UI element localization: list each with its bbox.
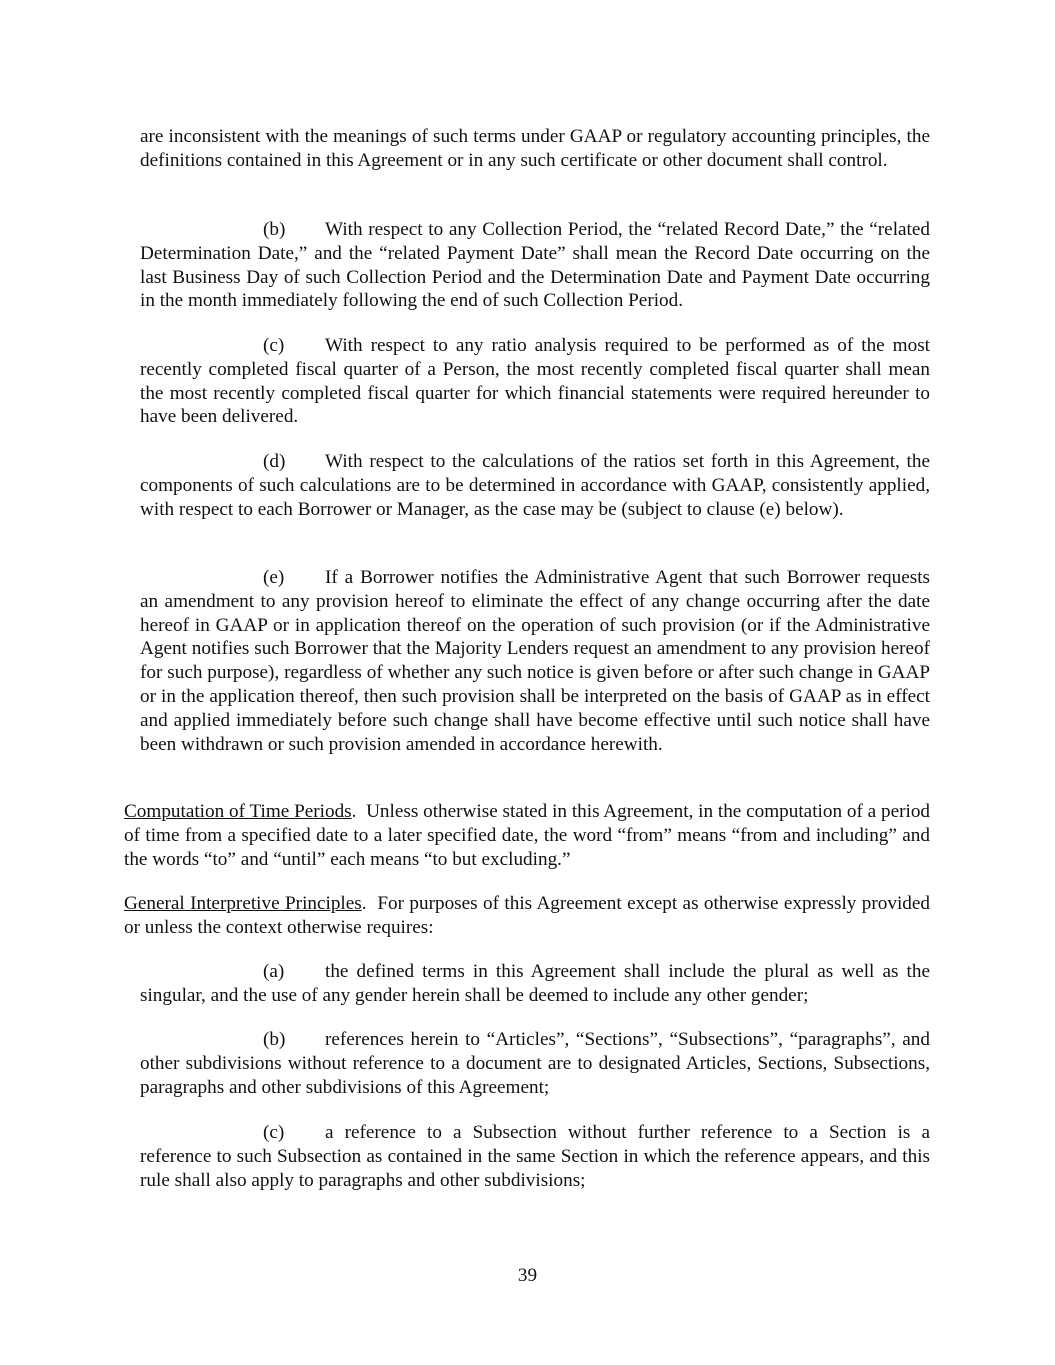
subsection-text: a reference to a Subsection without further reference to a Section is a reference to such Subsection as contained in the same Section in which the reference appears, and this rule shall also apply to paragraphs and other subdivisions;	[140, 1122, 930, 1191]
page-number: 39	[517, 1265, 538, 1286]
principle-b-paragraph	[140, 1028, 930, 1099]
subsection-text: With respect to any Collection Period, the “related Record Date,” the “related Determination Date,” and the “related Payment Date” shall mean the Record Date occurring on the last Business Day of such Collection Period and the Determination Date and Payment Date occurring in the month immediately following the end of such Collection Period.	[140, 219, 930, 312]
computation-of-time-periods-section: Computation of Time Periods. Unless otherwise stated in this Agreement, in the computation of a period of time from a specified date to a later specified date, the word “from” means “from and including” and the words “to” and “until” each means “to but excluding.”	[124, 801, 931, 870]
subsection-text: references herein to “Articles”, “Sections”, “Subsections”, “paragraphs”, and other subdivisions without reference to a document are to designated Articles, Sections, Subsections, paragraphs and other subdivisions of this Agreement;	[140, 1029, 930, 1098]
subsection-label: (b)	[263, 1029, 286, 1050]
subsection-text: With respect to any ratio analysis required to be performed as of the most recently completed fiscal quarter of a Person, the most recently completed fiscal quarter shall mean the most recently completed fiscal quarter for which financial statements were required hereunder to have been delivered.	[140, 335, 930, 428]
subsection-text: If a Borrower notifies the Administrative Agent that such Borrower requests an amendment to any provision hereof to eliminate the effect of any change occurring after the date hereof in GAAP or in application thereof on the operation of such provision (or if the Administrative Agent notifies such Borrower that the Majority Lenders request an amendment to any provision hereof for such purpose), regardless of whether any such notice is given before or after such change in GAAP or in the application thereof, then such provision shall be interpreted on the basis of GAAP as in effect and applied immediately before such change shall have become effective until such notice shall have been withdrawn or such provision amended in accordance herewith.	[140, 567, 930, 755]
section-heading: Computation of Time Periods	[124, 801, 352, 822]
principle-a-paragraph	[140, 960, 930, 1008]
subsection-label: (c)	[263, 1122, 285, 1143]
subsection-label: (a)	[263, 961, 285, 982]
section-heading: General Interpretive Principles	[124, 893, 362, 914]
section-text: For purposes of this Agreement except as otherwise expressly provided or unless the context otherwise requires:	[124, 893, 930, 938]
continuation-text: are inconsistent with the meanings of such terms under GAAP or regulatory accounting principles, the definitions contained in this Agreement or in any such certificate or other document shall control.	[140, 126, 930, 171]
subsection-c-paragraph	[140, 334, 930, 429]
continuation-paragraph	[140, 125, 930, 173]
subsection-label: (b)	[263, 219, 286, 240]
general-interpretive-principles-section: General Interpretive Principles. For purposes of this Agreement except as otherwise expressly provided or unless the context otherwise requires:	[124, 893, 930, 938]
subsection-d-paragraph	[140, 450, 930, 521]
section-text: Unless otherwise stated in this Agreement, in the computation of a period of time from a specified date to a later specified date, the word “from” means “from and including” and the words “to” and “until” each means “to but excluding.”	[124, 801, 931, 870]
subsection-text: With respect to the calculations of the ratios set forth in this Agreement, the components of such calculations are to be determined in accordance with GAAP, consistently applied, with respect to each Borrower or Manager, as the case may be (subject to clause (e) below).	[140, 451, 930, 520]
subsection-e-paragraph	[140, 566, 930, 756]
subsection-label: (e)	[263, 567, 285, 588]
subsection-text: the defined terms in this Agreement shall include the plural as well as the singular, and the use of any gender herein shall be deemed to include any other gender;	[140, 961, 930, 1006]
subsection-label: (c)	[263, 335, 285, 356]
principle-c-paragraph	[140, 1121, 930, 1192]
subsection-label: (d)	[263, 451, 286, 472]
subsection-b-paragraph	[140, 218, 930, 313]
